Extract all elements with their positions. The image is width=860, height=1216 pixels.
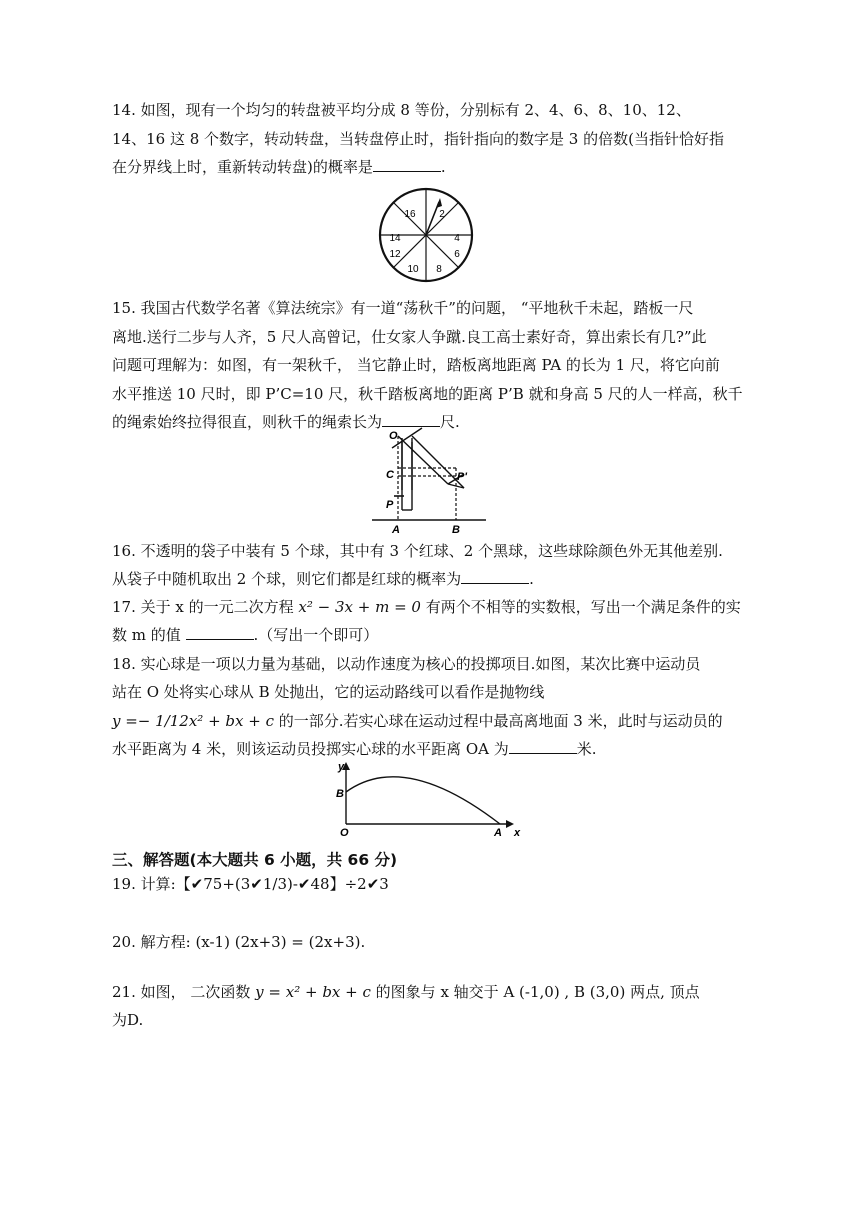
parabola-figure [334, 758, 526, 838]
q17-line-1 [112, 597, 741, 617]
q16-line-2 [112, 569, 534, 589]
q21-line-1-text: 21. 如图， 二次函数 [112, 983, 256, 1001]
swing-label-p-prime: P' [457, 471, 467, 483]
q15-line-4: 水平推送 10 尺时，即 P’C=10 尺，秋千踏板离地的距离 P’B 就和身高 5 尺的人一样高，秋千 [112, 385, 743, 403]
parabola-label-a: A [494, 827, 502, 838]
q21-line-1-end: 的图象与 x 轴交于 A (-1,0) , B (3,0) 两点, 顶点 [370, 983, 700, 1001]
q16-line-2-text: 从袋子中随机取出 2 个球，则它们都是红球的概率为 [112, 570, 462, 588]
q15-line-1: 15. 我国古代数学名著《算法统宗》有一道“荡秋千”的问题， “平地秋千未起，踏板一尺 [112, 299, 694, 317]
q15-line-2: 离地.送行二步与人齐，5 尺人高曾记，仕女家人争蹴.良工高士素好奇，算出索长有几?”此 [112, 328, 707, 346]
q14-line-1: 14. 如图，现有一个均匀的转盘被平均分成 8 等份，分别标有 2、4、6、8、10、12、 [112, 101, 691, 119]
q15-line-5-text: 的绳索始终拉得很直，则秋千的绳索长为 [112, 413, 383, 431]
answer-blank-q16 [461, 569, 529, 584]
swing-label-a: A [392, 524, 400, 536]
q14-line-2: 14、16 这 8 个数字，转动转盘，当转盘停止时，指针指向的数字是 3 的倍数(当指针恰好指 [112, 130, 724, 148]
q14-line-3 [112, 157, 446, 177]
wheel-number-8: 8 [436, 264, 442, 275]
q18-line-2: 站在 O 处将实心球从 B 处抛出，它的运动路线可以看作是抛物线 [112, 683, 545, 701]
swing-label-b: B [452, 524, 460, 536]
wheel-number-16: 16 [404, 209, 416, 220]
q17-line-2 [112, 625, 378, 645]
q16-line-1: 16. 不透明的袋子中装有 5 个球，其中有 3 个红球、2 个黑球，这些球除颜色外无其他差别. [112, 542, 723, 560]
q15-line-5-end: 尺. [440, 413, 460, 431]
wheel-number-6: 6 [454, 249, 460, 260]
wheel-number-4: 4 [454, 233, 460, 244]
q15-line-3: 问题可理解为：如图，有一架秋千， 当它静止时，踏板离地距离 PA 的长为 1 尺，将它向前 [112, 356, 720, 374]
q17-line-1-text: 17. 关于 x 的一元二次方程 [112, 598, 299, 616]
wheel-number-2: 2 [439, 209, 445, 220]
q17-line-2-end: .（写出一个即可） [253, 626, 379, 644]
parabola-label-b: B [336, 788, 344, 800]
wheel-number-10: 10 [407, 264, 419, 275]
wheel-number-12: 12 [389, 249, 401, 260]
answer-blank-q17 [186, 625, 254, 640]
swing-figure [368, 424, 490, 538]
wheel-numbers-layer [376, 186, 476, 284]
swing-label-p: P [386, 499, 394, 511]
answer-blank-q18 [509, 739, 577, 754]
q18-line-4-text: 水平距离为 4 米，则该运动员投掷实心球的水平距离 OA 为 [112, 740, 509, 758]
q18-equation: y =− 1/12x² + bx + c [112, 712, 274, 730]
swing-label-c: C [386, 469, 394, 481]
swing-label-o: O [389, 430, 398, 442]
q18-line-1: 18. 实心球是一项以力量为基础，以动作速度为核心的投掷项目.如图，某次比赛中运动员 [112, 655, 701, 673]
q17-line-2-text: 数 m 的值 [112, 626, 186, 644]
q21-equation: y = x² + bx + c [255, 983, 371, 1001]
wheel-number-14: 14 [389, 233, 401, 244]
q14-line-3-end: . [440, 158, 446, 176]
q17-equation: x² − 3x + m = 0 [298, 598, 421, 616]
q18-line-3-text: 的一部分.若实心球在运动过程中最高离地面 3 米，此时与运动员的 [273, 712, 723, 730]
q16-line-2-end: . [529, 570, 534, 588]
q18-line-4-end: 米. [576, 740, 597, 758]
parabola-label-o: O [340, 827, 349, 838]
section-3-title: 三、解答题(本大题共 6 小题，共 66 分) [112, 851, 398, 869]
parabola-label-x: x [514, 827, 521, 838]
q20-text: 20. 解方程: (x-1) (2x+3) = (2x+3). [112, 933, 366, 951]
parabola-label-y: y [338, 761, 345, 773]
q17-line-1-end: 有两个不相等的实数根，写出一个满足条件的实 [420, 598, 741, 616]
q18-line-3 [112, 711, 723, 731]
q18-line-4 [112, 739, 597, 759]
q21-line-2: 为D. [112, 1011, 144, 1029]
answer-blank-q14 [373, 157, 441, 172]
q14-line-3-text: 在分界线上时，重新转动转盘)的概率是 [112, 158, 373, 176]
q19-text: 19. 计算:【✔75+(3✔1/3)-✔48】÷2✔3 [112, 875, 389, 893]
q21-line-1 [112, 982, 700, 1002]
